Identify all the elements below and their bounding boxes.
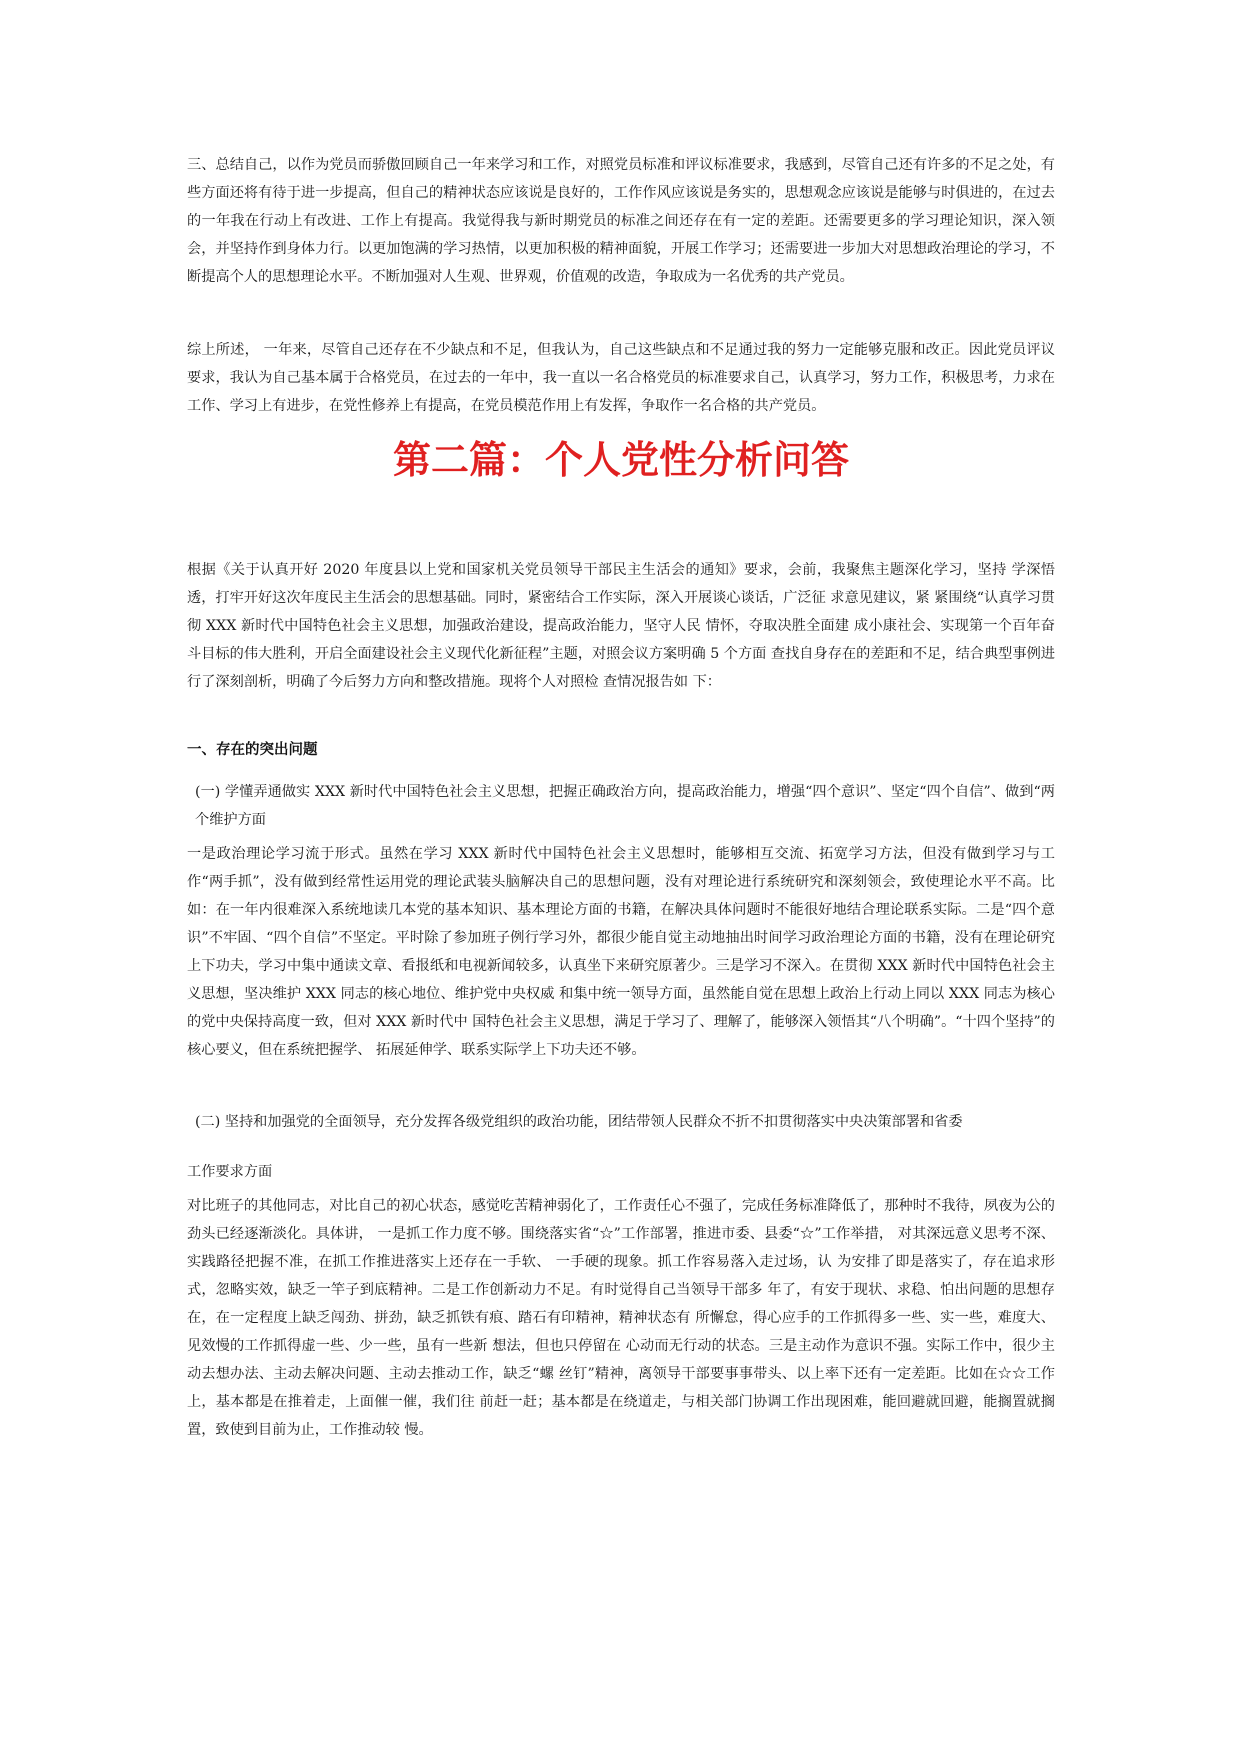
subheading-2-continued: 工作要求方面: [187, 1164, 273, 1180]
heading-existing-problems: 一、存在的突出问题: [187, 741, 318, 758]
subheading-1: (一) 学懂弄通做实 XXX 新时代中国特色社会主义思想，把握正确政治方向，提高政治能力，增强“四个意识”、坚定“四个自信”、做到“两个维护方面: [195, 784, 1055, 828]
paragraph-intro: 根据《关于认真开好 2020 年度县以上党和国家机关党员领导干部民主生活会的通知》要求，会前，我聚焦主题深化学习，坚持 学深悟透，打牢开好这次年度民主生活会的思想基础。同时，紧密结合工作实际，深入开展谈心谈话，广泛征 求意见建议，紧 紧围绕“认真学习贯彻 XXX 新时代中国特色社会主义思想，加强政治建设，提高政治能力，坚守人民 情怀，夺取决胜全面建 成小康社会、实现第一个百年奋斗目标的伟大胜利，开启全面建设社会主义现代化新征程”主题，对照会议方案明确 5 个方面 查找自身存在的差距和不足，结合典型事例进行了深刻剖析，明确了今后努力方向和整改措施。现将个人对照检 查情况报告如 下：: [187, 562, 1055, 690]
paragraph-summary-3: 三、总结自己，以作为党员而骄傲回顾自己一年来学习和工作，对照党员标准和评议标准要求，我感到，尽管自己还有许多的不足之处，有些方面还将有待于进一步提高，但自己的精神状态应该说是良好的，工作作风应该说是务实的，思想观念应该说是能够与时俱进的，在过去的一年我在行动上有改进、工作上有提高。我觉得我与新时期党员的标准之间还存在有一定的差距。还需要更多的学习理论知识，深入领会，并坚持作到身体力行。以更加饱满的学习热情，以更加积极的精神面貌，开展工作学习；还需要进一步加大对思想政治理论的学习，不断提高个人的思想理论水平。不断加强对人生观、世界观，价值观的改造，争取成为一名优秀的共产党员。: [187, 157, 1055, 285]
paragraph-problem-2: 对比班子的其他同志，对比自己的初心状态，感觉吃苦精神弱化了，工作责任心不强了，完成任务标准降低了，那种时不我待，夙夜为公的劲头已经逐渐淡化。具体讲， 一是抓工作力度不够。围绕落实省“☆”工作部署，推进市委、县委“☆”工作举措， 对其深远意义思考不深、实践路径把握不准，在抓工作推进落实上还存在一手软、 一手硬的现象。抓工作容易落入走过场，认 为安排了即是落实了，存在追求形式，忽略实效，缺乏一竿子到底精神。二是工作创新动力不足。有时觉得自己当领导干部多 年了，有安于现状、求稳、怕出问题的思想存在，在一定程度上缺乏闯劲、拼劲，缺乏抓铁有痕、踏石有印精神，精神状态有 所懈怠，得心应手的工作抓得多一些、实一些，难度大、见效慢的工作抓得虚一些、少一些，虽有一些新 想法，但也只停留在 心动而无行动的状态。三是主动作为意识不强。实际工作中，很少主动去想办法、主动去解决问题、主动去推动工作，缺乏“螺 丝钉”精神，离领导干部要事事带头、以上率下还有一定差距。比如在☆☆工作上，基本都是在推着走，上面催一催，我们往 前赶一赶；基本都是在绕道走，与相关部门协调工作出现困难，能回避就回避，能搁置就搁置，致使到目前为止，工作推动较 慢。: [187, 1198, 1055, 1438]
section-title: 第二篇：个人党性分析问答: [392, 437, 849, 482]
subheading-2: (二) 坚持和加强党的全面领导，充分发挥各级党组织的政治功能，团结带领人民群众不折不扣贯彻落实中央决策部署和省委: [195, 1114, 963, 1130]
paragraph-problem-1: 一是政治理论学习流于形式。虽然在学习 XXX 新时代中国特色社会主义思想时，能够相互交流、拓宽学习方法，但没有做到学习与工作“两手抓”，没有做到经常性运用党的理论武装头脑解决自己的思想问题，没有对理论进行系统研究和深刻领会，致使理论水平不高。比如：在一年内很难深入系统地读几本党的基本知识、基本理论方面的书籍，在解决具体问题时不能很好地结合理论联系实际。二是“四个意识”不牢固、“四个自信”不坚定。平时除了参加班子例行学习外，都很少能自觉主动地抽出时间学习政治理论方面的书籍，没有在理论研究上下功夫，学习中集中通读文章、看报纸和电视新闻较多，认真坐下来研究原著少。三是学习不深入。在贯彻 XXX 新时代中国特色社会主义思想，坚决维护 XXX 同志的核心地位、维护党中央权威 和集中统一领导方面，虽然能自觉在思想上政治上行动上同以 XXX 同志为核心的党中央保持高度一致，但对 XXX 新时代中 国特色社会主义思想，满足于学习了、理解了，能够深入领悟其“八个明确”。“十四个坚持”的核心要义，但在系统把握学、 拓展延伸学、联系实际学上下功夫还不够。: [187, 846, 1055, 1058]
paragraph-conclusion: 综上所述， 一年来，尽管自己还存在不少缺点和不足，但我认为，自己这些缺点和不足通过我的努力一定能够克服和改正。因此党员评议要求，我认为自己基本属于合格党员，在过去的一年中，我一直以一名合格党员的标准要求自己，认真学习，努力工作，积极思考，力求在工作、学习上有进步，在党性修养上有提高，在党员模范作用上有发挥，争取作一名合格的共产党员。: [187, 342, 1055, 414]
